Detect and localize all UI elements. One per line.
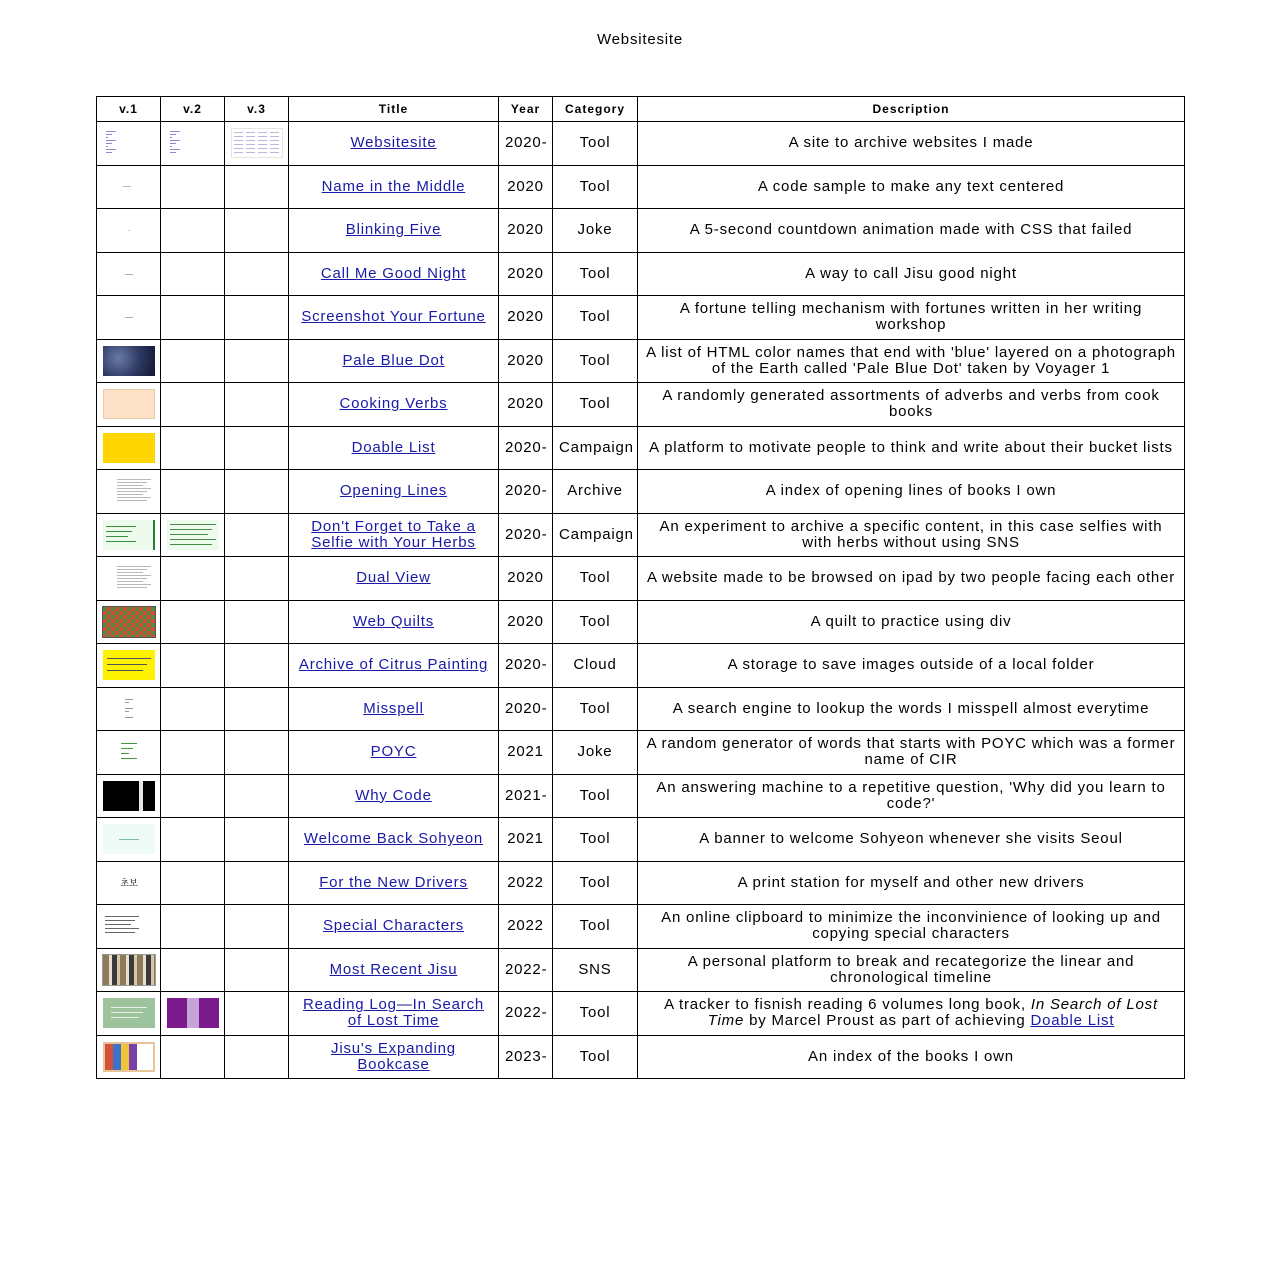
category-cell: Tool	[553, 122, 638, 166]
website-thumbnail-v2[interactable]	[167, 128, 219, 158]
thumbnail-cell-v3	[225, 557, 289, 601]
thumbnail-cell-v1	[97, 122, 161, 166]
description-cell: A fortune telling mechanism with fortunes written in her writing workshop	[638, 296, 1185, 340]
site-title-link[interactable]: Blinking Five	[345, 221, 442, 239]
category-cell: SNS	[553, 948, 638, 992]
site-title-link[interactable]: Dual View	[356, 569, 431, 587]
thumbnail-cell-v3	[225, 818, 289, 862]
thumbnail-cell-v1	[97, 252, 161, 296]
description-cell: A personal platform to break and recategorize the linear and chronological timeline	[638, 948, 1185, 992]
site-title-link[interactable]: Special Characters	[322, 917, 465, 935]
site-title-link[interactable]: Call Me Good Night	[320, 264, 467, 282]
website-thumbnail-v1[interactable]	[103, 737, 155, 767]
thumbnail-cell-v2	[161, 165, 225, 209]
thumbnail-cell-v2	[161, 818, 225, 862]
description-cell: An experiment to archive a specific content, in this case selfies with with herbs without using SNS	[638, 513, 1185, 557]
thumbnail-cell-v3	[225, 252, 289, 296]
thumbnail-cell-v1	[97, 1035, 161, 1079]
thumbnail-cell-v2	[161, 470, 225, 514]
description-cell: A website made to be browsed on ipad by two people facing each other	[638, 557, 1185, 601]
thumbnail-cell-v2	[161, 513, 225, 557]
table-header-row	[97, 97, 1185, 122]
website-thumbnail-v2[interactable]	[167, 998, 219, 1028]
thumbnail-cell-v3	[225, 513, 289, 557]
title-cell	[289, 818, 499, 862]
description-cell: A storage to save images outside of a local folder	[638, 644, 1185, 688]
site-title-link[interactable]: POYC	[370, 743, 417, 761]
thumbnail-cell-v2	[161, 774, 225, 818]
table-row	[97, 731, 1185, 775]
thumbnail-cell-v1	[97, 209, 161, 253]
category-cell: Tool	[553, 165, 638, 209]
thumbnail-cell-v1	[97, 861, 161, 905]
year-cell: 2020-	[499, 426, 553, 470]
thumbnail-cell-v3	[225, 600, 289, 644]
thumbnail-cell-v1	[97, 470, 161, 514]
site-title-link[interactable]: Pale Blue Dot	[342, 351, 445, 369]
thumbnail-cell-v2	[161, 252, 225, 296]
table-row	[97, 948, 1185, 992]
website-thumbnail-v1[interactable]	[103, 433, 155, 463]
site-title-link[interactable]: Most Recent Jisu	[329, 960, 458, 978]
column-header-category: Category	[553, 97, 638, 122]
website-thumbnail-v1[interactable]	[103, 215, 155, 245]
category-cell: Tool	[553, 774, 638, 818]
title-cell	[289, 383, 499, 427]
table-row	[97, 122, 1185, 166]
title-cell	[289, 948, 499, 992]
table-row	[97, 600, 1185, 644]
thumbnail-cell-v3	[225, 687, 289, 731]
thumbnail-cell-v3	[225, 339, 289, 383]
website-thumbnail-v1[interactable]	[103, 781, 155, 811]
table-row	[97, 339, 1185, 383]
table-row	[97, 905, 1185, 949]
year-cell: 2021	[499, 818, 553, 862]
title-cell	[289, 557, 499, 601]
site-title-link[interactable]: Why Code	[355, 786, 432, 804]
category-cell: Tool	[553, 383, 638, 427]
website-thumbnail-v1[interactable]	[103, 998, 155, 1028]
year-cell: 2020	[499, 600, 553, 644]
thumbnail-cell-v2	[161, 992, 225, 1036]
thumbnail-cell-v1	[97, 992, 161, 1036]
table-row	[97, 296, 1185, 340]
thumbnail-cell-v1	[97, 731, 161, 775]
thumbnail-cell-v3	[225, 731, 289, 775]
year-cell: 2020	[499, 209, 553, 253]
table-row	[97, 513, 1185, 557]
website-thumbnail-v1[interactable]	[103, 607, 155, 637]
column-header-year: Year	[499, 97, 553, 122]
title-cell	[289, 513, 499, 557]
title-cell	[289, 1035, 499, 1079]
table-row	[97, 774, 1185, 818]
thumbnail-cell-v1	[97, 383, 161, 427]
year-cell: 2020	[499, 252, 553, 296]
thumbnail-cell-v3	[225, 383, 289, 427]
description-cell: A search engine to lookup the words I misspell almost everytime	[638, 687, 1185, 731]
website-thumbnail-v1[interactable]	[103, 302, 155, 332]
description-cell: An index of the books I own	[638, 1035, 1185, 1079]
year-cell: 2021	[499, 731, 553, 775]
category-cell: Cloud	[553, 644, 638, 688]
website-thumbnail-v1[interactable]	[103, 128, 155, 158]
thumbnail-cell-v1	[97, 818, 161, 862]
description-cell: A code sample to make any text centered	[638, 165, 1185, 209]
website-thumbnail-v1[interactable]	[103, 172, 155, 202]
category-cell: Tool	[553, 818, 638, 862]
thumbnail-cell-v1	[97, 165, 161, 209]
title-cell	[289, 731, 499, 775]
website-thumbnail-v1[interactable]	[103, 520, 155, 550]
site-title-link[interactable]: Misspell	[363, 699, 424, 717]
thumbnail-cell-v2	[161, 687, 225, 731]
category-cell: Tool	[553, 252, 638, 296]
table-row	[97, 426, 1185, 470]
title-cell	[289, 644, 499, 688]
thumbnail-cell-v3	[225, 165, 289, 209]
website-thumbnail-v1[interactable]	[103, 650, 155, 680]
title-cell	[289, 774, 499, 818]
title-cell	[289, 165, 499, 209]
year-cell: 2020	[499, 339, 553, 383]
year-cell: 2023-	[499, 1035, 553, 1079]
website-thumbnail-v1[interactable]	[103, 694, 155, 724]
description-cell: A print station for myself and other new drivers	[638, 861, 1185, 905]
site-title-link[interactable]: Screenshot Your Fortune	[301, 308, 486, 326]
column-header-title: Title	[289, 97, 499, 122]
title-cell	[289, 905, 499, 949]
thumbnail-cell-v3	[225, 470, 289, 514]
site-title-link[interactable]: Cooking Verbs	[339, 395, 448, 413]
description-text: by Marcel Proust as part of achieving	[744, 1012, 1031, 1030]
title-cell	[289, 426, 499, 470]
thumbnail-cell-v2	[161, 339, 225, 383]
description-cell: A banner to welcome Sohyeon whenever she visits Seoul	[638, 818, 1185, 862]
table-row	[97, 252, 1185, 296]
table-row	[97, 209, 1185, 253]
year-cell: 2020-	[499, 644, 553, 688]
description-cell: A site to archive websites I made	[638, 122, 1185, 166]
doable-list-link[interactable]: Doable List	[1030, 1012, 1115, 1030]
thumbnail-cell-v3	[225, 209, 289, 253]
category-cell: Joke	[553, 209, 638, 253]
thumbnail-cell-v3	[225, 1035, 289, 1079]
thumbnail-cell-v2	[161, 383, 225, 427]
title-cell	[289, 470, 499, 514]
category-cell: Tool	[553, 557, 638, 601]
thumbnail-cell-v3	[225, 644, 289, 688]
site-title-link[interactable]: Jisu's Expanding Bookcase	[331, 1039, 456, 1073]
thumbnail-cell-v1	[97, 905, 161, 949]
column-header-description: Description	[638, 97, 1185, 122]
site-title-link[interactable]: Websitesite	[350, 134, 437, 152]
thumbnail-cell-v2	[161, 122, 225, 166]
title-cell	[289, 339, 499, 383]
category-cell: Campaign	[553, 513, 638, 557]
column-header-v2: v.2	[161, 97, 225, 122]
thumbnail-cell-v2	[161, 1035, 225, 1079]
thumbnail-cell-v3	[225, 905, 289, 949]
column-header-v3: v.3	[225, 97, 289, 122]
website-thumbnail-v2[interactable]	[167, 520, 219, 550]
description-cell: A random generator of words that starts with POYC which was a former name of CIR	[638, 731, 1185, 775]
category-cell: Tool	[553, 339, 638, 383]
title-cell	[289, 252, 499, 296]
table-row	[97, 165, 1185, 209]
table-row	[97, 992, 1185, 1036]
website-thumbnail-v1[interactable]	[103, 476, 155, 506]
site-title-link[interactable]: For the New Drivers	[319, 873, 468, 891]
category-cell: Tool	[553, 992, 638, 1036]
website-thumbnail-v1[interactable]	[103, 346, 155, 376]
title-cell	[289, 992, 499, 1036]
thumbnail-cell-v3	[225, 122, 289, 166]
table-row	[97, 470, 1185, 514]
category-cell: Tool	[553, 1035, 638, 1079]
site-title-link[interactable]: Don't Forget to Take a Selfie with Your Herbs	[311, 517, 476, 551]
description-cell: A 5-second countdown animation made with CSS that failed	[638, 209, 1185, 253]
thumbnail-cell-v1	[97, 339, 161, 383]
thumbnail-cell-v1	[97, 774, 161, 818]
category-cell: Archive	[553, 470, 638, 514]
site-title-link[interactable]: Web Quilts	[352, 612, 435, 630]
thumbnail-hangul-label: 초보	[120, 877, 138, 888]
site-title-link[interactable]: Name in the Middle	[321, 177, 466, 195]
thumbnail-cell-v1	[97, 687, 161, 731]
thumbnail-cell-v1	[97, 600, 161, 644]
year-cell: 2020-	[499, 513, 553, 557]
description-cell: A quilt to practice using div	[638, 600, 1185, 644]
table-row	[97, 1035, 1185, 1079]
year-cell: 2022	[499, 905, 553, 949]
site-title-link[interactable]: Opening Lines	[339, 482, 448, 500]
thumbnail-cell-v2	[161, 600, 225, 644]
site-title-link[interactable]: Reading Log—In Search of Lost Time	[302, 996, 485, 1030]
thumbnail-cell-v2	[161, 557, 225, 601]
year-cell: 2020	[499, 165, 553, 209]
thumbnail-cell-v3	[225, 426, 289, 470]
thumbnail-cell-v3	[225, 948, 289, 992]
website-thumbnail-v3[interactable]	[231, 128, 283, 158]
thumbnail-cell-v1	[97, 296, 161, 340]
table-row	[97, 644, 1185, 688]
year-cell: 2022-	[499, 948, 553, 992]
description-cell: A index of opening lines of books I own	[638, 470, 1185, 514]
category-cell: Joke	[553, 731, 638, 775]
table-row	[97, 861, 1185, 905]
description-cell: A way to call Jisu good night	[638, 252, 1185, 296]
thumbnail-cell-v1	[97, 948, 161, 992]
thumbnail-cell-v1	[97, 513, 161, 557]
websites-table	[96, 96, 1185, 1079]
category-cell: Tool	[553, 600, 638, 644]
thumbnail-cell-v2	[161, 644, 225, 688]
title-cell	[289, 209, 499, 253]
title-cell	[289, 122, 499, 166]
site-title-link[interactable]: Archive of Citrus Painting	[298, 656, 489, 674]
category-cell: Tool	[553, 687, 638, 731]
thumbnail-cell-v2	[161, 861, 225, 905]
thumbnail-cell-v1	[97, 426, 161, 470]
title-cell	[289, 600, 499, 644]
description-text: A tracker to fisnish reading 6 volumes long book,	[664, 996, 1031, 1014]
book-title: In Search of Lost Time	[707, 996, 1158, 1030]
description-cell: A platform to motivate people to think and write about their bucket lists	[638, 426, 1185, 470]
website-thumbnail-v1[interactable]	[103, 868, 155, 898]
column-header-v1: v.1	[97, 97, 161, 122]
thumbnail-cell-v3	[225, 992, 289, 1036]
thumbnail-cell-v3	[225, 861, 289, 905]
description-cell: A randomly generated assortments of adverbs and verbs from cook books	[638, 383, 1185, 427]
table-row	[97, 557, 1185, 601]
website-thumbnail-v1[interactable]	[103, 563, 155, 593]
category-cell: Tool	[553, 905, 638, 949]
year-cell: 2020	[499, 557, 553, 601]
year-cell: 2020-	[499, 470, 553, 514]
website-thumbnail-v1[interactable]	[103, 955, 155, 985]
thumbnail-cell-v3	[225, 774, 289, 818]
site-title-link[interactable]: Doable List	[351, 438, 436, 456]
site-title-link[interactable]: Welcome Back Sohyeon	[303, 830, 484, 848]
thumbnail-cell-v3	[225, 296, 289, 340]
year-cell: 2020-	[499, 122, 553, 166]
year-cell: 2021-	[499, 774, 553, 818]
title-cell	[289, 861, 499, 905]
description-cell: An online clipboard to minimize the inconvinience of looking up and copying special characters	[638, 905, 1185, 949]
thumbnail-cell-v2	[161, 209, 225, 253]
category-cell: Tool	[553, 296, 638, 340]
year-cell: 2020	[499, 383, 553, 427]
thumbnail-cell-v2	[161, 731, 225, 775]
page-title: Websitesite	[596, 31, 684, 48]
description-cell: An answering machine to a repetitive question, 'Why did you learn to code?'	[638, 774, 1185, 818]
description-cell	[638, 992, 1185, 1036]
title-cell	[289, 296, 499, 340]
year-cell: 2020	[499, 296, 553, 340]
table-row	[97, 687, 1185, 731]
year-cell: 2022	[499, 861, 553, 905]
website-thumbnail-v1[interactable]	[103, 389, 155, 419]
description-cell: A list of HTML color names that end with 'blue' layered on a photograph of the Earth called 'Pale Blue Dot' taken by Voyager 1	[638, 339, 1185, 383]
thumbnail-cell-v1	[97, 644, 161, 688]
thumbnail-cell-v2	[161, 296, 225, 340]
thumbnail-cell-v1	[97, 557, 161, 601]
category-cell: Campaign	[553, 426, 638, 470]
thumbnail-cell-v2	[161, 948, 225, 992]
year-cell: 2022-	[499, 992, 553, 1036]
website-thumbnail-v1[interactable]	[103, 259, 155, 289]
table-row	[97, 383, 1185, 427]
table-row	[97, 818, 1185, 862]
thumbnail-cell-v2	[161, 905, 225, 949]
website-thumbnail-v1[interactable]	[103, 1042, 155, 1072]
year-cell: 2020-	[499, 687, 553, 731]
thumbnail-cell-v2	[161, 426, 225, 470]
category-cell: Tool	[553, 861, 638, 905]
website-thumbnail-v1[interactable]	[103, 824, 155, 854]
website-thumbnail-v1[interactable]	[103, 911, 155, 941]
title-cell	[289, 687, 499, 731]
